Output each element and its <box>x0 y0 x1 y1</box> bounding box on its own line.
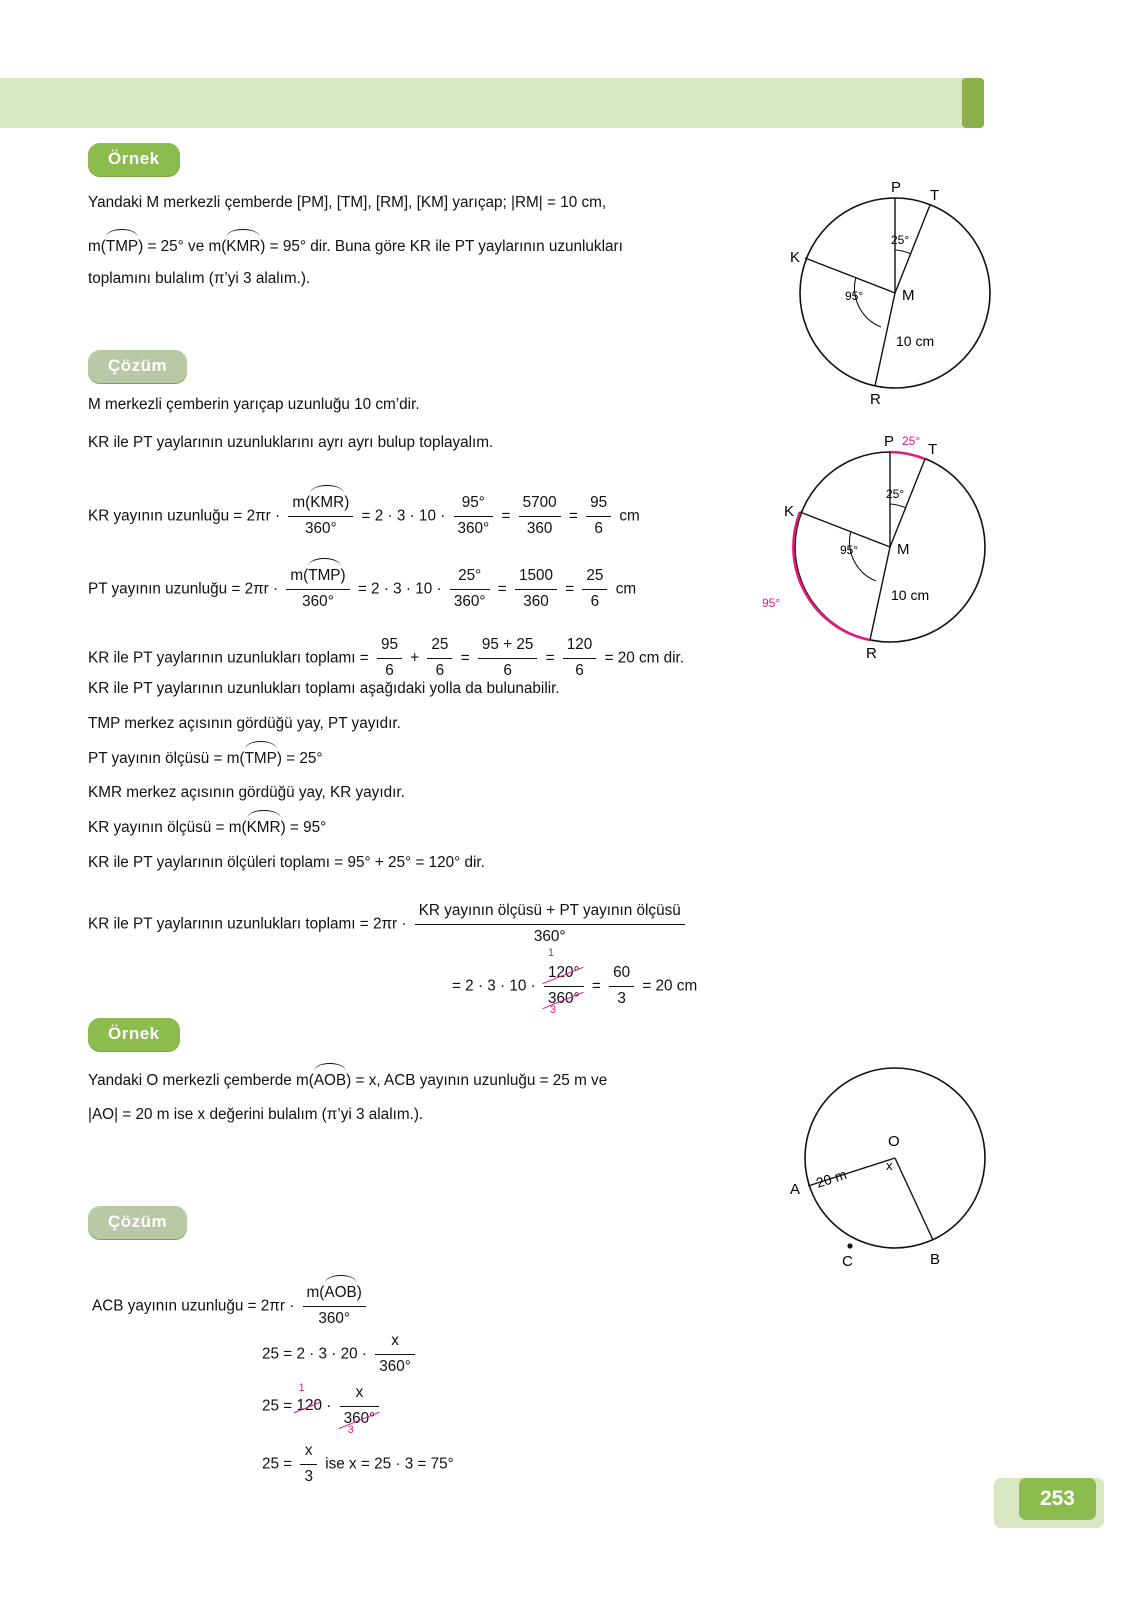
pt-fraction-3: $\frac{1500}{360}$ <box>515 565 557 614</box>
arc-tmp-2: TMP <box>308 565 340 588</box>
c2-fraction-4: $\frac{x}{3}$ <box>300 1440 317 1489</box>
arc-tmp-3: TMP <box>245 748 277 771</box>
calc-fraction-2: $\frac{60}{3}$ <box>609 962 634 1011</box>
fig2-label-K: K <box>784 503 795 520</box>
ornek1-line2 <box>88 236 623 259</box>
fig3-label-C: C <box>842 1253 853 1270</box>
cozum1-line6: KMR merkez açısının gördüğü yay, KR yayıdır. <box>88 784 405 801</box>
kr-fraction-4: $\frac{95}{6}$ <box>586 492 611 541</box>
kr-eq2: = <box>501 507 511 525</box>
fig2-angle-left: 95° <box>840 543 859 557</box>
ornek2-line2: |AO| = 20 m ise x değerini bulalım (π’yi 3 alalım.). <box>88 1106 424 1123</box>
pt-lead: PT yayının uzunluğu = 2πr · <box>88 580 279 598</box>
cozum1-line4: TMP merkez açısının gördüğü yay, PT yayıdır. <box>88 715 401 732</box>
cozum1-kr-formula <box>88 492 640 541</box>
figure-circle-2 <box>762 432 1005 662</box>
c2-fraction-3: x 360° 3 <box>340 1382 380 1431</box>
ornek1-l2-b: ) = 25° ve m( <box>138 238 227 255</box>
sum-lead: KR ile PT yaylarının uzunlukları toplamı = <box>88 649 369 667</box>
fig1-radius: 10 cm <box>896 333 935 349</box>
fig1-label-K: K <box>790 249 801 266</box>
cancel-num-1: 1 <box>548 947 555 959</box>
cozum1-line7: KR yayının ölçüsü = m( KMR) = 95° <box>88 817 326 840</box>
pt-fraction-2: $\frac{25^\circ}{360^\circ}$ <box>450 565 490 614</box>
cancel-den-1: 3 <box>550 1004 557 1016</box>
sum-fraction-2: $\frac{25}{6}$ <box>427 634 452 683</box>
fig1-angle-top: 25° <box>891 233 910 247</box>
cozum2-step2: 25 = 1 120 · x 360° 3 <box>262 1382 383 1431</box>
sum-fraction-1: $\frac{95}{6}$ <box>377 634 402 683</box>
pt-fraction-4: $\frac{25}{6}$ <box>582 565 607 614</box>
fig1-angle-left: 95° <box>845 289 864 303</box>
ornek-2-label: Örnek <box>88 1018 180 1051</box>
cozum1-line8: KR ile PT yaylarının ölçüleri toplamı = 95° + 25° = 120° dir. <box>88 854 485 871</box>
cozum1-line3: KR ile PT yaylarının uzunlukları toplamı aşağıdaki yolla da bulunabilir. <box>88 680 560 697</box>
pt-fraction-1: m( TMP) 360° <box>286 565 349 614</box>
figure-circle-3 <box>790 1058 1010 1273</box>
cozum1-pt-formula <box>88 565 636 614</box>
ornek-1-label: Örnek <box>88 143 180 176</box>
cozum1-line1: M merkezli çemberin yarıçap uzunluğu 10 cm’dir. <box>88 396 420 413</box>
ornek1-line1: Yandaki M merkezli çemberde [PM], [TM], [RM], [KM] yarıçap; |RM| = 10 cm, <box>88 194 607 211</box>
arc-kmr-3: KMR <box>247 817 281 840</box>
kr-eq1: = 2 · 3 · 10 · <box>361 507 446 525</box>
kr-fraction-3: $\frac{5700}{360}$ <box>519 492 561 541</box>
header-band <box>0 78 982 128</box>
fig1-label-M: M <box>902 287 915 304</box>
cozum1-sum <box>88 634 684 683</box>
c2-cancel-120: 1 120 <box>296 1382 322 1415</box>
fig3-radius: 20 m <box>813 1166 849 1191</box>
cozum1-final-formula <box>88 900 689 949</box>
ornek1-line3: toplamını bulalım (π’yi 3 alalım.). <box>88 270 311 287</box>
fig2-arc-left: 95° <box>762 596 781 610</box>
arc-kmr-1: KMR <box>226 236 260 259</box>
kr-unit: cm <box>619 507 640 525</box>
fig2-angle-top: 25° <box>886 487 905 501</box>
calc-fraction-1: 1 120° 360° 3 <box>544 962 584 1011</box>
kr-eq3: = <box>568 507 578 525</box>
fig3-label-B: B <box>930 1251 941 1268</box>
sum-result: = 20 cm dir. <box>604 649 685 667</box>
final-lead: KR ile PT yaylarının uzunlukları toplamı = 2πr · <box>88 915 407 933</box>
cozum-2-label: Çözüm <box>88 1206 187 1239</box>
cozum1-line5: PT yayının ölçüsü = m( TMP) = 25° <box>88 748 323 771</box>
fig2-radius: 10 cm <box>891 587 930 603</box>
ornek2-line1: Yandaki O merkezli çemberde m( AOB) = x, ACB yayının uzunluğu = 25 m ve <box>88 1070 607 1093</box>
calc-lead: = 2 · 3 · 10 · <box>452 977 536 995</box>
fig3-label-A: A <box>790 1181 801 1198</box>
pt-eq1: = 2 · 3 · 10 · <box>357 580 442 598</box>
cozum2-step3: 25 = $\frac{x}{3}$ ise x = 25 · 3 = 75° <box>262 1440 454 1489</box>
pt-eq2: = <box>497 580 507 598</box>
arc-aob-1: AOB <box>314 1070 346 1093</box>
calc-eq: = <box>591 977 601 995</box>
sum-eq2: = <box>545 649 555 667</box>
cozum2-formula <box>92 1282 370 1331</box>
fig1-label-R: R <box>870 391 881 408</box>
c2-fraction-1: m( AOB) 360° <box>303 1282 366 1331</box>
arc-tmp-1: TMP <box>106 236 138 259</box>
cozum-1-label: Çözüm <box>88 350 187 383</box>
figure-circle-1 <box>790 178 1010 408</box>
kr-fraction-2: $\frac{95^\circ}{360^\circ}$ <box>454 492 494 541</box>
fig3-angle-x: x <box>886 1158 893 1173</box>
arc-aob-2: AOB <box>324 1282 356 1305</box>
cozum1-calc <box>452 947 698 1016</box>
sum-fraction-3: $\frac{95 + 25}{6}$ <box>478 634 537 683</box>
final-fraction: $\frac{\text{KR yayının ölçüsü + PT yayının ölçüsü}}{360^\circ}$ <box>415 900 685 949</box>
fig3-label-O: O <box>888 1133 900 1150</box>
c2-fraction-2: $\frac{x}{360^\circ}$ <box>375 1330 415 1379</box>
kr-fraction-1: m( KMR) 360° <box>288 492 353 541</box>
kr-lead: KR yayının uzunluğu = 2πr · <box>88 507 281 525</box>
page-number: 253 <box>1019 1478 1096 1520</box>
ornek1-l2-a: m( <box>88 238 106 255</box>
arc-kmr-2: KMR <box>310 492 344 515</box>
fig1-label-T: T <box>930 187 940 204</box>
ornek1-l2-c: ) = 95° dir. Buna göre KR ile PT yaylarının uzunlukları <box>260 238 623 255</box>
header-band-tab <box>962 78 984 128</box>
fig2-label-T: T <box>928 441 938 458</box>
cozum1-line2: KR ile PT yaylarının uzunluklarını ayrı ayrı bulup toplayalım. <box>88 434 494 451</box>
pt-unit: cm <box>615 580 637 598</box>
fig2-label-P: P <box>884 433 895 450</box>
sum-plus: + <box>410 649 420 667</box>
fig1-label-P: P <box>891 179 902 196</box>
fig2-label-R: R <box>866 645 877 662</box>
cozum2-step1: 25 = 2 · 3 · 20 · $\frac{x}{360^\circ}$ <box>262 1330 419 1379</box>
sum-eq1: = <box>460 649 470 667</box>
sum-fraction-4: $\frac{120}{6}$ <box>563 634 597 683</box>
fig2-arc-top: 25° <box>902 434 921 448</box>
c2-lead: ACB yayının uzunluğu = 2πr · <box>92 1297 295 1315</box>
fig2-label-M: M <box>897 541 910 558</box>
pt-eq3: = <box>565 580 575 598</box>
calc-result: = 20 cm <box>642 977 698 995</box>
